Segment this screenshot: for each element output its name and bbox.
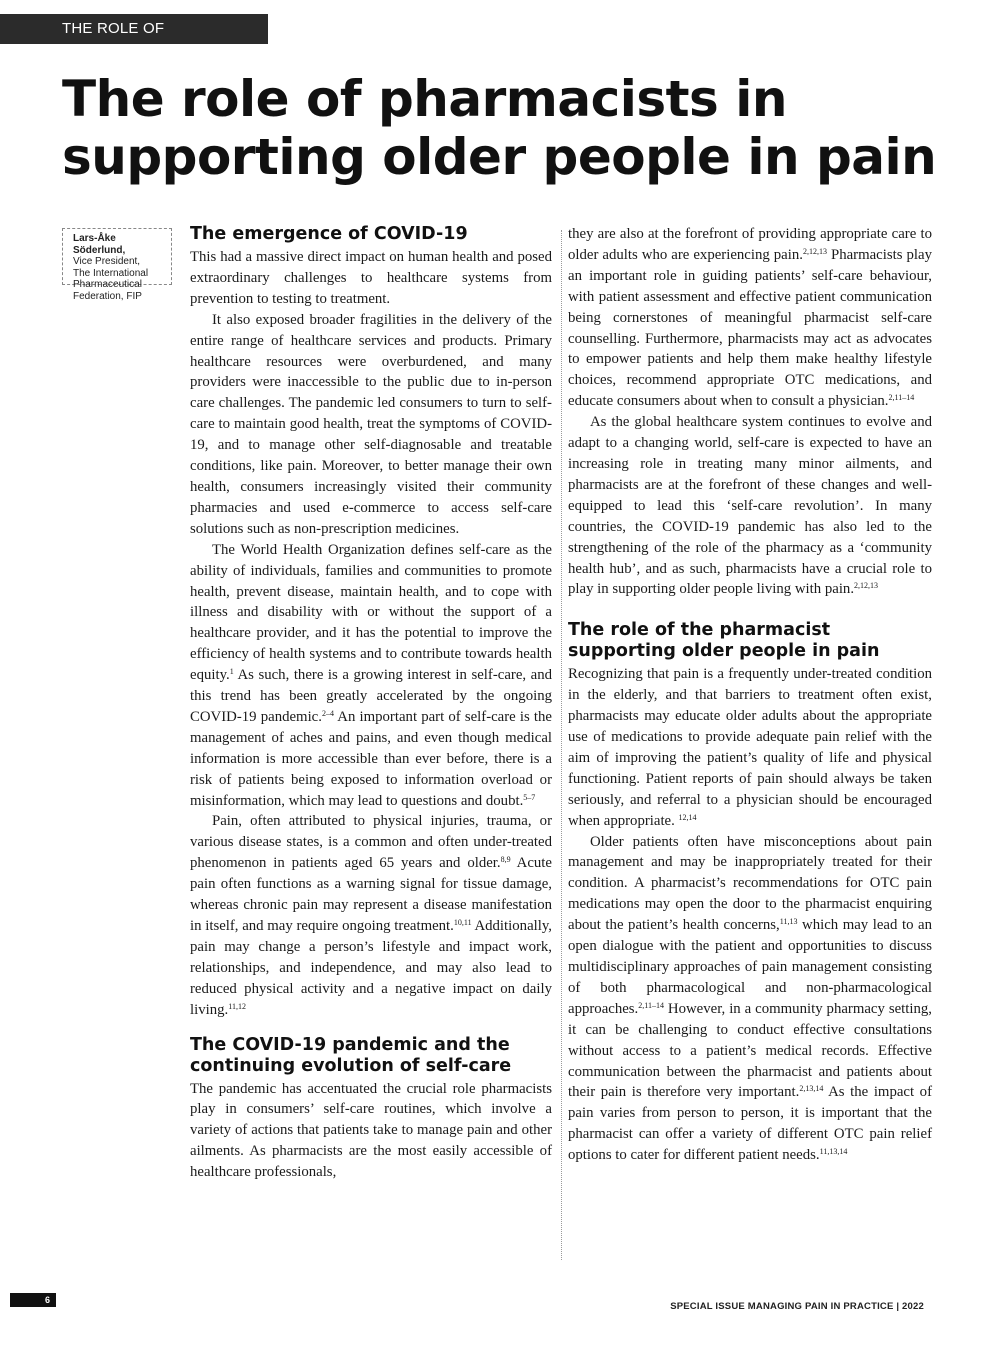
citation: 2,11–14 <box>638 1000 664 1010</box>
text-run: Pharmacists play an important role in guiding patients’ self-care behaviour, with patient assessment and effective patient communication being cornerstones of meaningful pharmacist self-care counselling. Furthermore, pharmacists may act as advocates to empower patients and help them make healthy lifestyle choices, recommend appropriate OTC medications, and educate consumers about when to consult a physician. <box>568 246 932 410</box>
citation: 2,12,13 <box>854 581 879 591</box>
citation: 1 <box>229 667 234 677</box>
paragraph <box>568 412 932 600</box>
title-line-2: supporting older people in pain <box>62 128 937 186</box>
section-tag: THE ROLE OF PHARMACISTS <box>0 14 268 44</box>
page-number: 6 <box>10 1293 56 1307</box>
author-role-line: Vice President, <box>73 256 141 267</box>
column-right <box>568 224 932 1166</box>
text-run: The World Health Organization defines self-care as the ability of individuals, families and communities to promote health, prevent disease, maintain health, and to cope with illness and disability with or without the support of a healthcare provider, and it has the potential to improve the efficiency of health systems and to contribute towards health equity. <box>190 541 552 684</box>
paragraph: The pandemic has accentuated the crucial role pharmacists play in consumers’ self-care routines, which involve a variety of actions that patients take to manage pain and other ailments. As pharmacists are the most easily accessible of healthcare professionals, <box>190 1080 552 1181</box>
paragraph <box>568 224 932 412</box>
column-left <box>190 224 552 1183</box>
citation: 2,13,14 <box>799 1084 824 1094</box>
heading-emergence-covid: The emergence of COVID-19 <box>190 224 468 244</box>
text-run: which may lead to an open dialogue with the patient and opportunities to discuss multidisciplinary approaches of pain management consisting of both pharmacological and non-pharmacological approaches. <box>568 917 932 1017</box>
text-run: An important part of self-care is the management of aches and pains, and even though medical information is more accessible than ever before, there is a risk of patients being exposed to information overload or misinformation, which may lead to questions and doubt. <box>190 708 552 809</box>
citation: 12,14 <box>678 812 697 822</box>
text-run: Additionally, pain may change a person’s lifestyle and impact work, relationships, and independence, and may also lead to reduced physical activity and a negative impact on daily living. <box>190 918 552 1018</box>
author-last-name: Söderlund, <box>73 244 126 256</box>
text-run: they are also at the forefront of providing appropriate care to older adults who are experiencing pain. <box>568 226 932 263</box>
citation: 8,9 <box>500 855 511 865</box>
citation: 5–7 <box>523 792 536 802</box>
paragraph <box>190 540 552 812</box>
text-run: Recognizing that pain is a frequently under-treated condition in the elderly, and that barriers to treatment often exist, pharmacists may educate older adults about the appropriate use of medications to provide adequate pain relief with the aim of improving the patient’s quality of life and physical functioning. Patient reports of pain should always be taken seriously, and referral to a physician should be encouraged when appropriate. <box>568 666 932 829</box>
citation: 11,13,14 <box>819 1147 848 1157</box>
citation: 11,12 <box>228 1001 246 1011</box>
citation: 2,11–14 <box>888 393 915 403</box>
citation: 2,12,13 <box>802 246 827 256</box>
author-role-line: The International <box>73 267 149 279</box>
citation: 2–4 <box>321 708 334 718</box>
citation: 10,11 <box>453 918 472 927</box>
paragraph <box>568 664 932 831</box>
column-divider <box>561 230 562 1260</box>
author-box <box>62 228 172 302</box>
paragraph <box>568 832 932 1167</box>
author-role-line: Federation, FIP <box>73 290 142 302</box>
paragraph <box>190 811 552 1020</box>
citation: 11,13 <box>779 917 798 927</box>
title-line-1: The role of pharmacists in <box>62 70 787 128</box>
author-role-line: Pharmaceutical <box>73 279 142 290</box>
heading-pharmacist-role: The role of the pharmacist supporting older people in pain <box>568 620 880 662</box>
article-title <box>62 70 962 186</box>
text-run: As the impact of pain varies from person to person, it is important that the pharmacist can offer a variety of different OTC pain relief options to cater for different patient needs. <box>568 1084 933 1164</box>
text-run: Pain, often attributed to physical injuries, trauma, or various disease states, is a common and often under-treated phenomenon in patients aged 65 years and older. <box>190 813 552 872</box>
paragraph: It also exposed broader fragilities in the delivery of the entire range of healthcare services and products. Primary healthcare resources were overburdened, and many providers were inaccessible to the public due to in-person care challenges. The pandemic led consumers to turn to self-care to maintain good health, treat the symptoms of COVID-19, and to manage other self-diagnosable and treatable conditions, like pain. Moreover, to better manage their own health, consumers increasingly visited their community pharmacies and used e-commerce to access self-care solutions such as non-prescription medicines. <box>190 311 552 537</box>
text-run: As the global healthcare system continues to evolve and adapt to a changing world, self-care is expected to have an increasing role in treating many minor ailments, and pharmacists are at the forefront of these changes and well-equipped to lead this ‘self-care revolution’. In many countries, the COVID-19 pandemic has also led to the strengthening of the role of the pharmacy as a ‘community health hub’, and as such, pharmacists have a crucial role to play in supporting older people living with pain. <box>568 414 932 598</box>
text-run: Acute pain often functions as a warning signal for tissue damage, whereas chronic pain may represent a disease manifestation in itself, and may require ongoing treatment. <box>190 855 552 934</box>
text-run: Older patients often have misconceptions about pain management and may be inappropriately treated for their condition. A pharmacist’s recommendations for OTC pain medications may open the door to the pharmacist enquiring about the patient’s health concerns, <box>568 833 932 934</box>
author-first-name: Lars-Åke <box>73 233 116 244</box>
text-run: As such, there is a growing interest in self-care, and this trend has been greatly accelerated by the ongoing COVID-19 pandemic. <box>190 667 552 725</box>
text-run: However, in a community pharmacy setting, it can be challenging to conduct effective consultations without access to a patient’s medical records. Effective communication between the pharmacist and patients about their pain is therefore very important. <box>568 1000 932 1101</box>
paragraph: This had a massive direct impact on human health and posed extraordinary challenges to healthcare systems from prevention to testing to treatment. <box>190 249 552 307</box>
heading-covid-self-care: The COVID-19 pandemic and the continuing evolution of self-care <box>190 1034 512 1076</box>
footer-issue: SPECIAL ISSUE MANAGING PAIN IN PRACTICE | 2022 <box>670 1301 924 1312</box>
